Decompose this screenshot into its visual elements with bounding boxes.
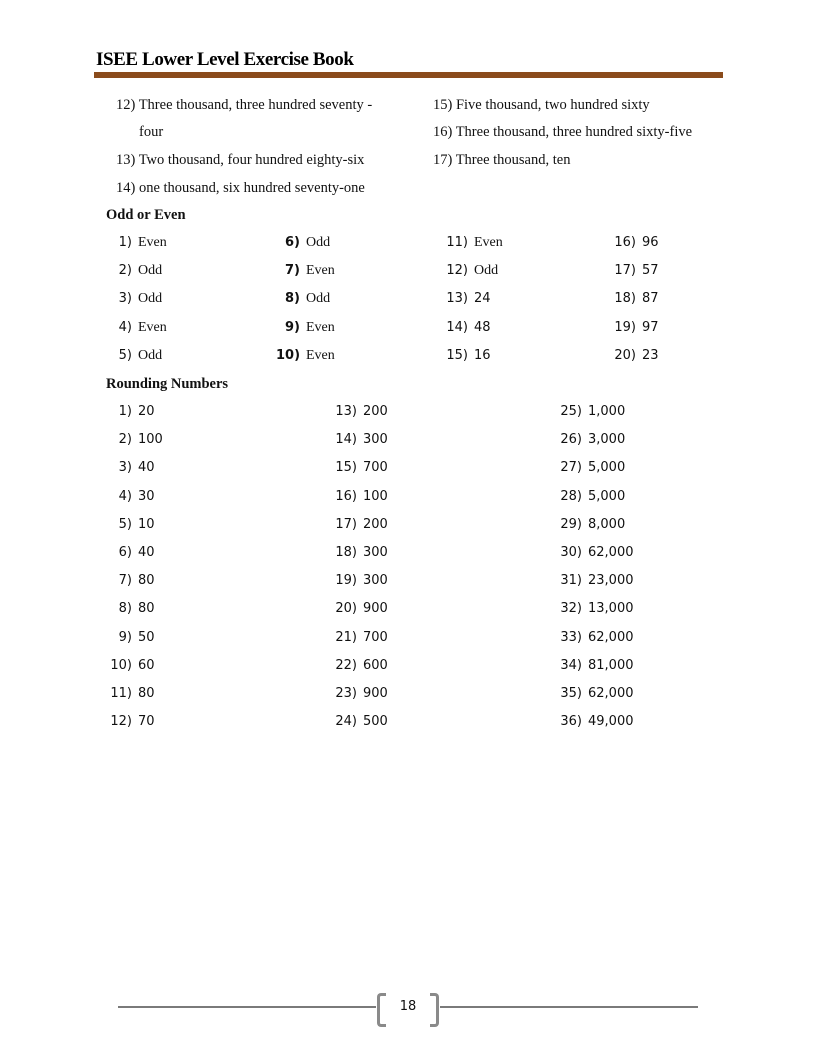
- answer-number: 18): [335, 545, 357, 560]
- answer-value: 23,000: [588, 573, 634, 589]
- answer-number: 17): [614, 263, 636, 279]
- answer-value: 16: [474, 347, 491, 363]
- answer-value: Odd: [306, 291, 331, 307]
- answer-value: 62,000: [588, 545, 634, 560]
- answer-item: [444, 291, 491, 307]
- answer-item: [333, 517, 388, 533]
- answer-number: 15): [335, 460, 357, 476]
- answer-number: 18): [614, 291, 636, 307]
- answer-number: 19): [614, 319, 636, 335]
- answer-number: 20): [614, 347, 636, 363]
- answer-item: [558, 460, 625, 476]
- answer-value: 70: [138, 714, 155, 730]
- answer-number: 9): [118, 629, 132, 645]
- answer-value: 300: [363, 573, 388, 589]
- answer-value: 97: [642, 319, 659, 335]
- answer-item: [333, 658, 388, 674]
- answer-number: 8): [118, 601, 132, 617]
- answer-item: [108, 320, 167, 336]
- answer-item: [558, 489, 625, 505]
- answer-number: 24): [335, 714, 357, 730]
- answer-value: Even: [138, 235, 167, 250]
- answer-value: Even: [306, 263, 335, 279]
- answer-number: 9): [285, 319, 300, 335]
- answer-item: [108, 291, 162, 307]
- answer-number: 14): [446, 319, 468, 335]
- list-item: 15) Five thousand, two hundred sixty: [433, 97, 650, 113]
- answer-number: 19): [335, 573, 357, 589]
- answer-number: 1): [118, 235, 132, 250]
- answer-value: Even: [306, 347, 335, 363]
- answer-number: 28): [560, 488, 582, 504]
- answer-number: 14): [335, 432, 357, 448]
- answer-value: 48: [474, 319, 491, 335]
- answer-number: 1): [118, 404, 132, 419]
- answer-number: 2): [118, 263, 132, 279]
- answer-value: 10: [138, 516, 155, 532]
- answer-item: [108, 235, 167, 251]
- answer-number: 5): [118, 516, 132, 532]
- answer-value: 200: [363, 516, 388, 532]
- answer-number: 2): [118, 432, 132, 448]
- answer-value: 24: [474, 291, 491, 307]
- answer-value: 500: [363, 714, 388, 730]
- answer-number: 4): [118, 319, 132, 335]
- answer-number: 3): [118, 291, 132, 307]
- answer-item: [558, 714, 634, 730]
- answer-item: [333, 630, 388, 646]
- answer-value: 80: [138, 686, 155, 701]
- answer-number: 26): [560, 432, 582, 448]
- answer-value: 700: [363, 460, 388, 476]
- answer-item: [276, 235, 330, 251]
- answer-value: 300: [363, 432, 388, 448]
- answer-number: 10): [110, 657, 132, 673]
- answer-item: [108, 460, 155, 476]
- answer-value: 300: [363, 545, 388, 560]
- answer-item: [108, 489, 155, 505]
- answer-value: 100: [138, 432, 163, 448]
- answer-value: 57: [642, 263, 659, 279]
- answer-item: [558, 432, 625, 448]
- answer-number: 25): [560, 404, 582, 419]
- answer-number: 31): [560, 573, 582, 589]
- answer-value: 900: [363, 601, 388, 617]
- answer-value: 5,000: [588, 460, 626, 476]
- answer-number: 5): [118, 347, 132, 363]
- answer-item: [558, 686, 634, 702]
- answer-item: [444, 348, 491, 364]
- answer-item: [108, 263, 162, 279]
- answer-value: 30: [138, 488, 155, 504]
- answer-value: 80: [138, 601, 155, 617]
- answer-value: 20: [138, 404, 155, 419]
- answer-value: 81,000: [588, 657, 634, 673]
- answer-number: 23): [335, 686, 357, 701]
- page-number: 18: [399, 999, 417, 1014]
- answer-item: [612, 320, 659, 336]
- answer-value: Even: [306, 319, 335, 335]
- answer-value: 50: [138, 629, 155, 645]
- answer-item: [108, 573, 155, 589]
- answer-number: 3): [118, 460, 132, 476]
- answer-number: 36): [560, 714, 582, 730]
- answer-item: [276, 320, 335, 336]
- list-item: 13) Two thousand, four hundred eighty-six: [116, 152, 365, 168]
- answer-item: [612, 348, 659, 364]
- answer-item: [558, 517, 625, 533]
- footer-rule-left: [118, 1006, 376, 1008]
- answer-number: 22): [335, 657, 357, 673]
- answer-value: 1,000: [588, 404, 626, 419]
- answer-item: [333, 489, 388, 505]
- answer-value: Odd: [306, 235, 331, 250]
- answer-item: [558, 573, 634, 589]
- answer-item: [276, 291, 330, 307]
- answer-value: 8,000: [588, 516, 626, 532]
- answer-item: [558, 630, 634, 646]
- answer-value: 100: [363, 488, 388, 504]
- page-header-title: ISEE Lower Level Exercise Book: [96, 49, 354, 70]
- answer-value: 900: [363, 686, 388, 701]
- answer-value: 60: [138, 657, 155, 673]
- answer-number: 11): [446, 235, 468, 250]
- right-bracket-icon: [430, 993, 439, 1027]
- answer-item: [333, 404, 388, 420]
- answer-item: [612, 291, 659, 307]
- answer-number: 12): [110, 714, 132, 730]
- answer-number: 20): [335, 601, 357, 617]
- answer-value: 62,000: [588, 629, 634, 645]
- answer-number: 21): [335, 629, 357, 645]
- answer-value: 600: [363, 657, 388, 673]
- answer-item: [333, 573, 388, 589]
- answer-item: [558, 545, 634, 561]
- answer-number: 6): [118, 545, 132, 560]
- answer-item: [333, 714, 388, 730]
- answer-item: [558, 601, 634, 617]
- answer-value: Odd: [138, 347, 163, 363]
- answer-number: 13): [335, 404, 357, 419]
- header-rule: [94, 72, 723, 78]
- answer-number: 8): [285, 291, 300, 307]
- answer-number: 16): [335, 488, 357, 504]
- section-title-odd-even: Odd or Even: [106, 207, 186, 223]
- footer-rule-right: [440, 1006, 698, 1008]
- answer-number: 34): [560, 657, 582, 673]
- answer-value: 87: [642, 291, 659, 307]
- answer-item: [444, 263, 498, 279]
- answer-number: 12): [446, 263, 468, 279]
- answer-value: 62,000: [588, 686, 634, 701]
- list-item: 17) Three thousand, ten: [433, 152, 571, 168]
- answer-number: 7): [285, 263, 300, 279]
- answer-item: [333, 686, 388, 702]
- answer-value: 49,000: [588, 714, 634, 730]
- answer-item: [333, 601, 388, 617]
- answer-number: 17): [335, 516, 357, 532]
- answer-number: 30): [560, 545, 582, 560]
- answer-number: 32): [560, 601, 582, 617]
- answer-value: 5,000: [588, 488, 626, 504]
- answer-value: Odd: [474, 263, 499, 279]
- list-item: 16) Three thousand, three hundred sixty-five: [433, 124, 693, 140]
- answer-value: 40: [138, 460, 155, 476]
- answer-item: [444, 320, 491, 336]
- answer-item: [108, 348, 162, 364]
- answer-value: 200: [363, 404, 388, 419]
- answer-number: 10): [276, 347, 301, 363]
- answer-item: [333, 545, 388, 561]
- answer-value: 3,000: [588, 432, 626, 448]
- answer-item: [108, 601, 155, 617]
- answer-number: 27): [560, 460, 582, 476]
- answer-item: [558, 658, 634, 674]
- answer-item: [612, 235, 659, 251]
- answer-item: [108, 658, 155, 674]
- answer-item: [108, 714, 155, 730]
- answer-value: 700: [363, 629, 388, 645]
- answer-number: 11): [110, 686, 132, 701]
- answer-item: [108, 545, 155, 561]
- answer-number: 29): [560, 516, 582, 532]
- answer-item: [276, 348, 335, 364]
- answer-item: [108, 630, 155, 646]
- answer-item: [108, 686, 155, 702]
- answer-value: 13,000: [588, 601, 634, 617]
- answer-item: [333, 432, 388, 448]
- answer-number: 16): [614, 235, 636, 250]
- answer-value: 23: [642, 347, 659, 363]
- answer-number: 35): [560, 686, 582, 701]
- answer-value: Odd: [138, 263, 163, 279]
- answer-value: 96: [642, 235, 659, 250]
- answer-item: [333, 460, 388, 476]
- answer-value: 40: [138, 545, 155, 560]
- answer-item: [276, 263, 335, 279]
- answer-number: 6): [285, 235, 300, 250]
- answer-value: Odd: [138, 291, 163, 307]
- answer-item: [558, 404, 625, 420]
- list-item-continuation: four: [139, 124, 164, 140]
- answer-number: 7): [118, 573, 132, 589]
- answer-item: [108, 432, 163, 448]
- list-item: 14) one thousand, six hundred seventy-one: [116, 180, 365, 196]
- section-title-rounding: Rounding Numbers: [106, 376, 229, 392]
- answer-number: 15): [446, 347, 468, 363]
- answer-item: [444, 235, 503, 251]
- answer-item: [108, 404, 155, 420]
- answer-value: Even: [138, 319, 167, 335]
- answer-number: 13): [446, 291, 468, 307]
- list-item: 12) Three thousand, three hundred seventy -: [116, 97, 373, 113]
- answer-value: 80: [138, 573, 155, 589]
- answer-number: 33): [560, 629, 582, 645]
- answer-value: Even: [474, 235, 503, 250]
- answer-item: [108, 517, 155, 533]
- answer-item: [612, 263, 659, 279]
- answer-number: 4): [118, 488, 132, 504]
- left-bracket-icon: [377, 993, 386, 1027]
